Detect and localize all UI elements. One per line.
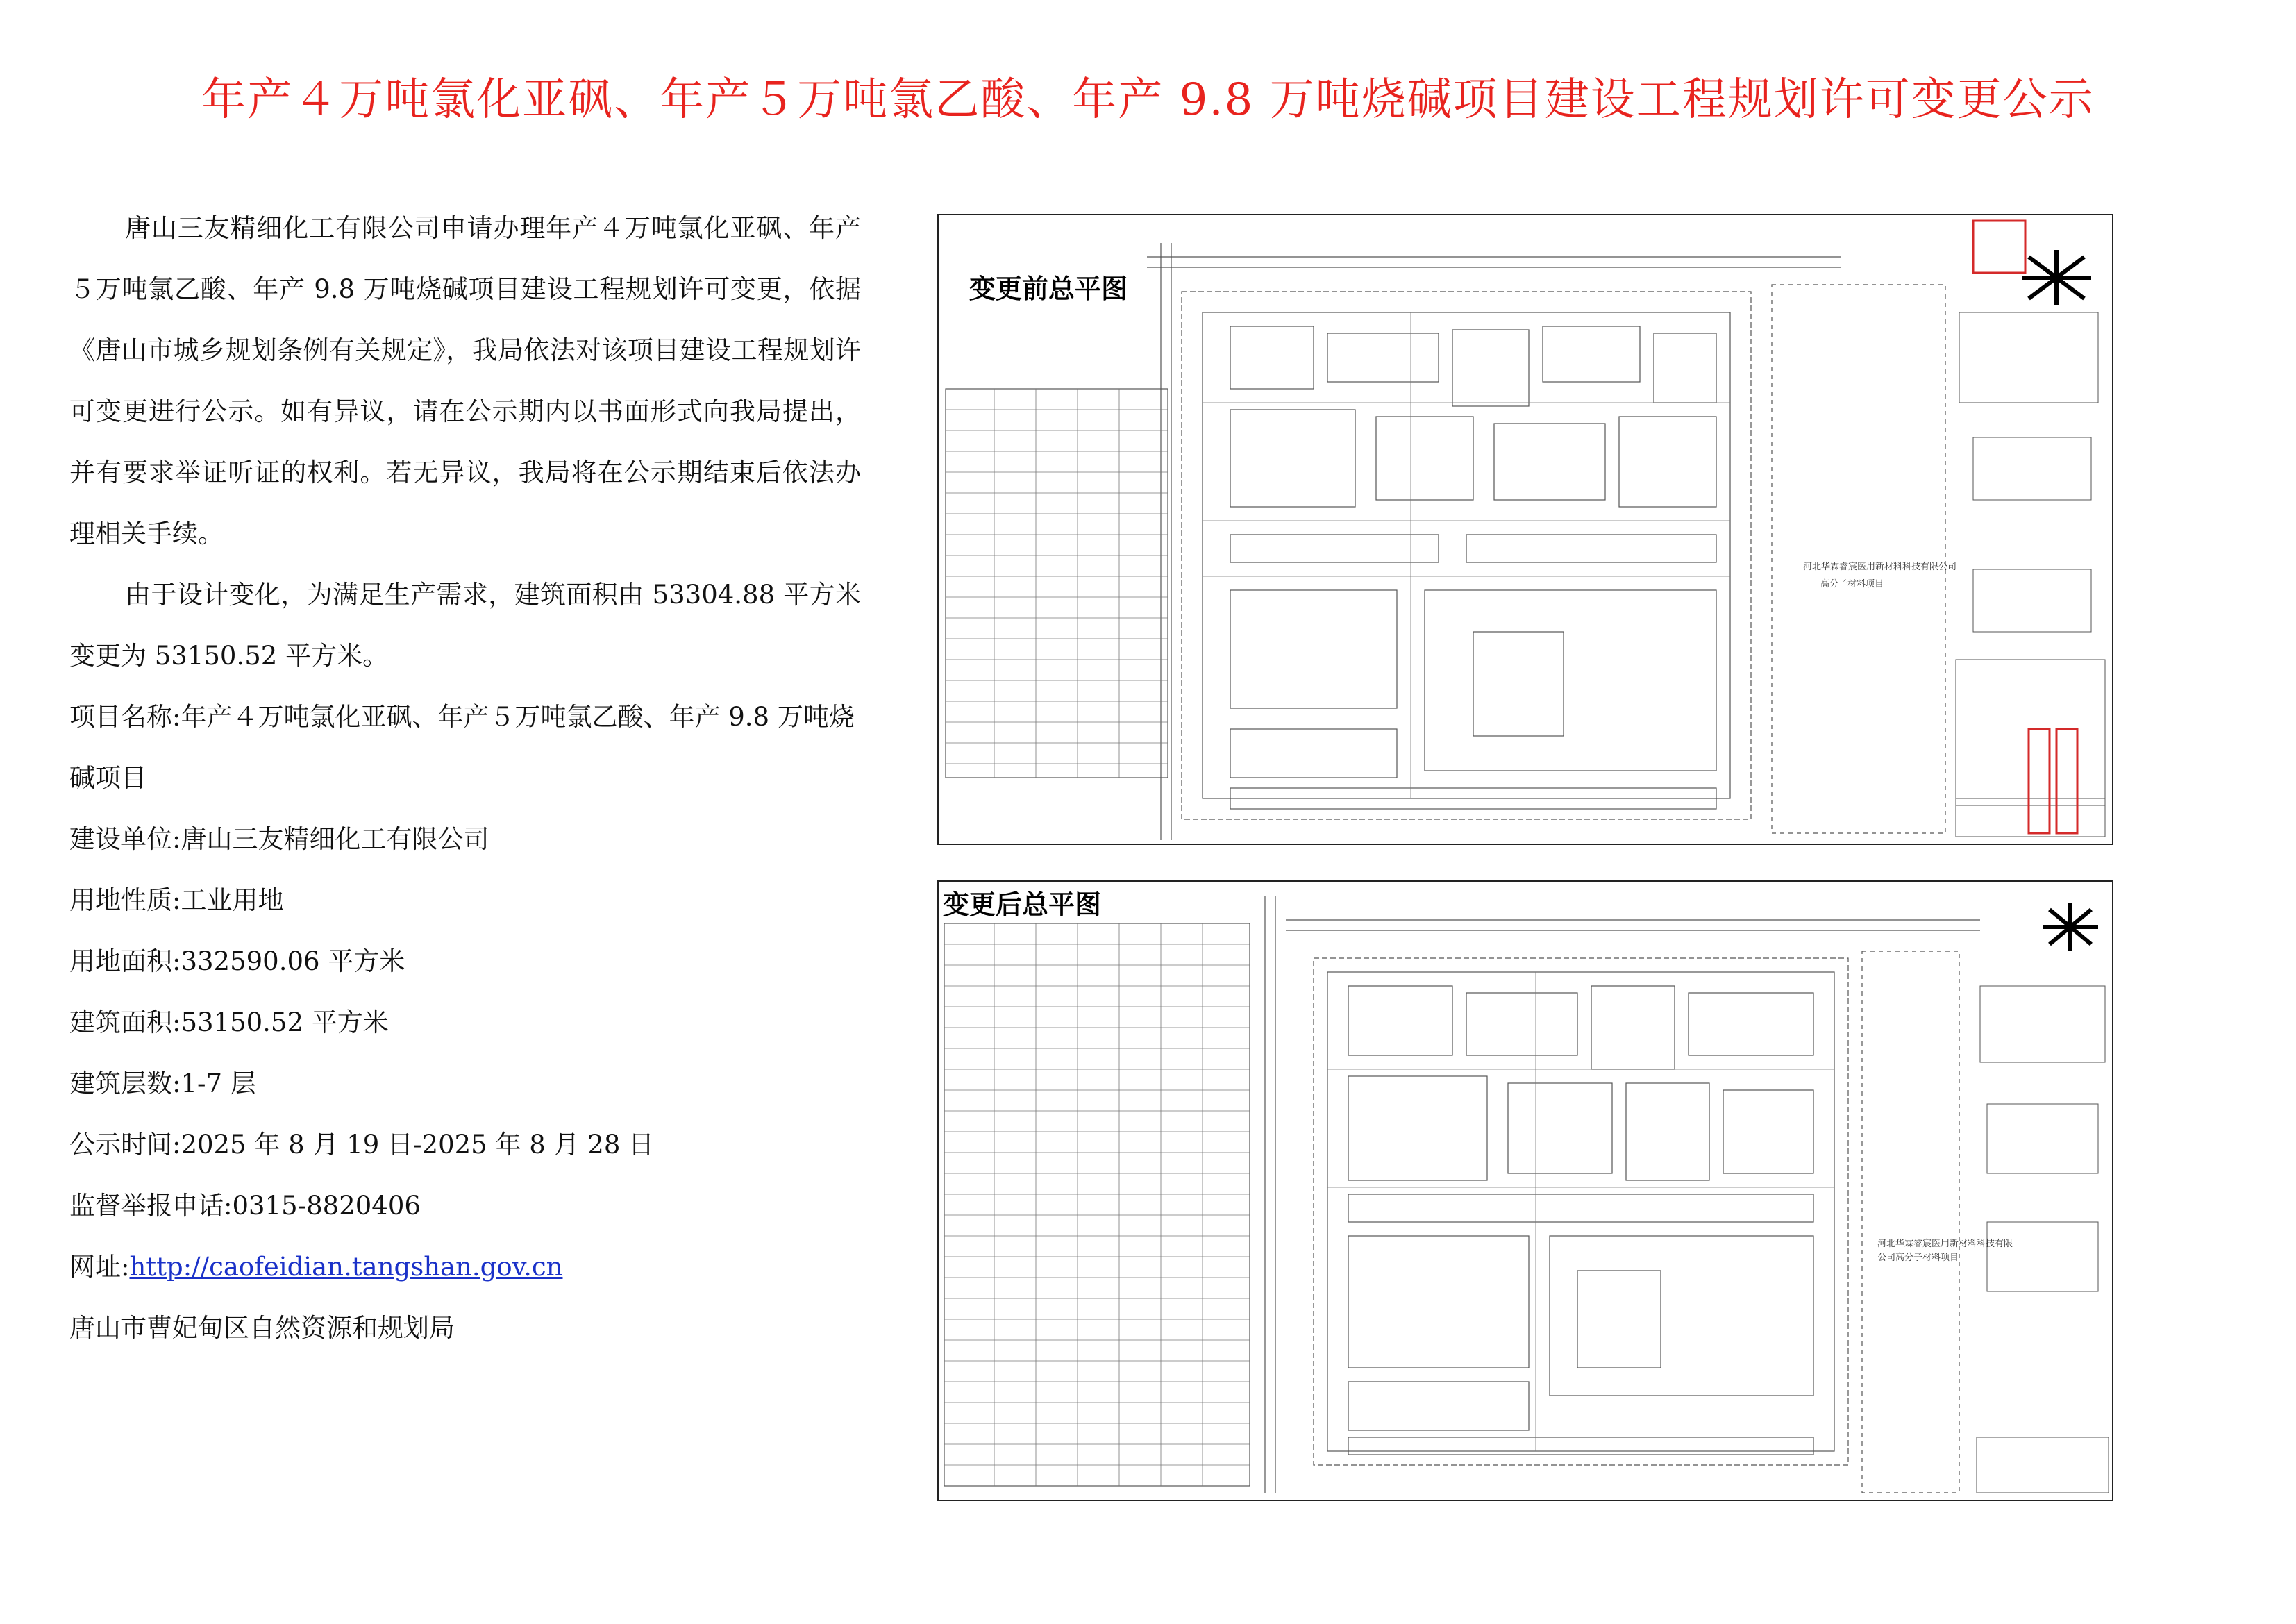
plan-after-drawing	[939, 882, 2112, 1500]
land-use-field: 用地性质:工业用地	[69, 885, 284, 915]
plan-after-label: 变更后总平图	[940, 883, 1104, 921]
page-title: 年产４万吨氯化亚砜、年产５万吨氯乙酸、年产 9.8 万吨烧碱项目建设工程规划许可变更公示	[201, 74, 2095, 126]
notice-paragraph: 唐山三友精细化工有限公司申请办理年产４万吨氯化亚砜、年产５万吨氯乙酸、年产 9.8 万吨烧碱项目建设工程规划许可变更，依据《唐山市城乡规划条例有关规定》，我局依法对该项目建设工程规划许可变更进行公示。如有异议，请在公示期内以书面形式向我局提出，并有要求举证听证的权利。若无异议，我局将在公示期结束后依法办理相关手续。	[69, 213, 861, 549]
change-paragraph: 由于设计变化，为满足生产需求，建筑面积由 53304.88 平方米变更为 53150.52 平方米。	[69, 580, 861, 671]
notice-body	[69, 198, 861, 1359]
plan-before-label: 变更前总平图	[966, 267, 1130, 305]
plan-after-neighbor: 河北华霖睿宸医用新材料科技有限	[1877, 1239, 2013, 1249]
builder-field: 建设单位:唐山三友精细化工有限公司	[69, 824, 489, 854]
plan-before-neighbor: 河北华霖睿宸医用新材料科技有限公司	[1803, 562, 1957, 572]
floor-area-field: 建筑面积:53150.52 平方米	[69, 1007, 389, 1037]
plan-after	[937, 880, 2113, 1501]
hotline-field: 监督举报申话:0315-8820406	[69, 1191, 421, 1221]
website-link[interactable]: http://caofeidian.tangshan.gov.cn	[129, 1252, 563, 1282]
website-label: 网址:	[69, 1252, 130, 1282]
plan-before	[937, 214, 2113, 845]
land-area-field: 用地面积:332590.06 平方米	[69, 946, 405, 976]
issuer-field: 唐山市曹妃甸区自然资源和规划局	[69, 1313, 455, 1343]
floors-field: 建筑层数:1-7 层	[69, 1069, 256, 1098]
period-field: 公示时间:2025 年 8 月 19 日-2025 年 8 月 28 日	[69, 1130, 655, 1160]
website-field	[69, 1237, 861, 1298]
project-name-field: 项目名称:年产４万吨氯化亚砜、年产５万吨氯乙酸、年产 9.8 万吨烧碱项目	[69, 702, 855, 793]
plan-after-neighbor-sub: 公司高分子材料项目	[1877, 1253, 1959, 1263]
plan-before-neighbor-sub: 高分子材料项目	[1820, 579, 1884, 589]
plan-before-drawing	[939, 215, 2112, 844]
